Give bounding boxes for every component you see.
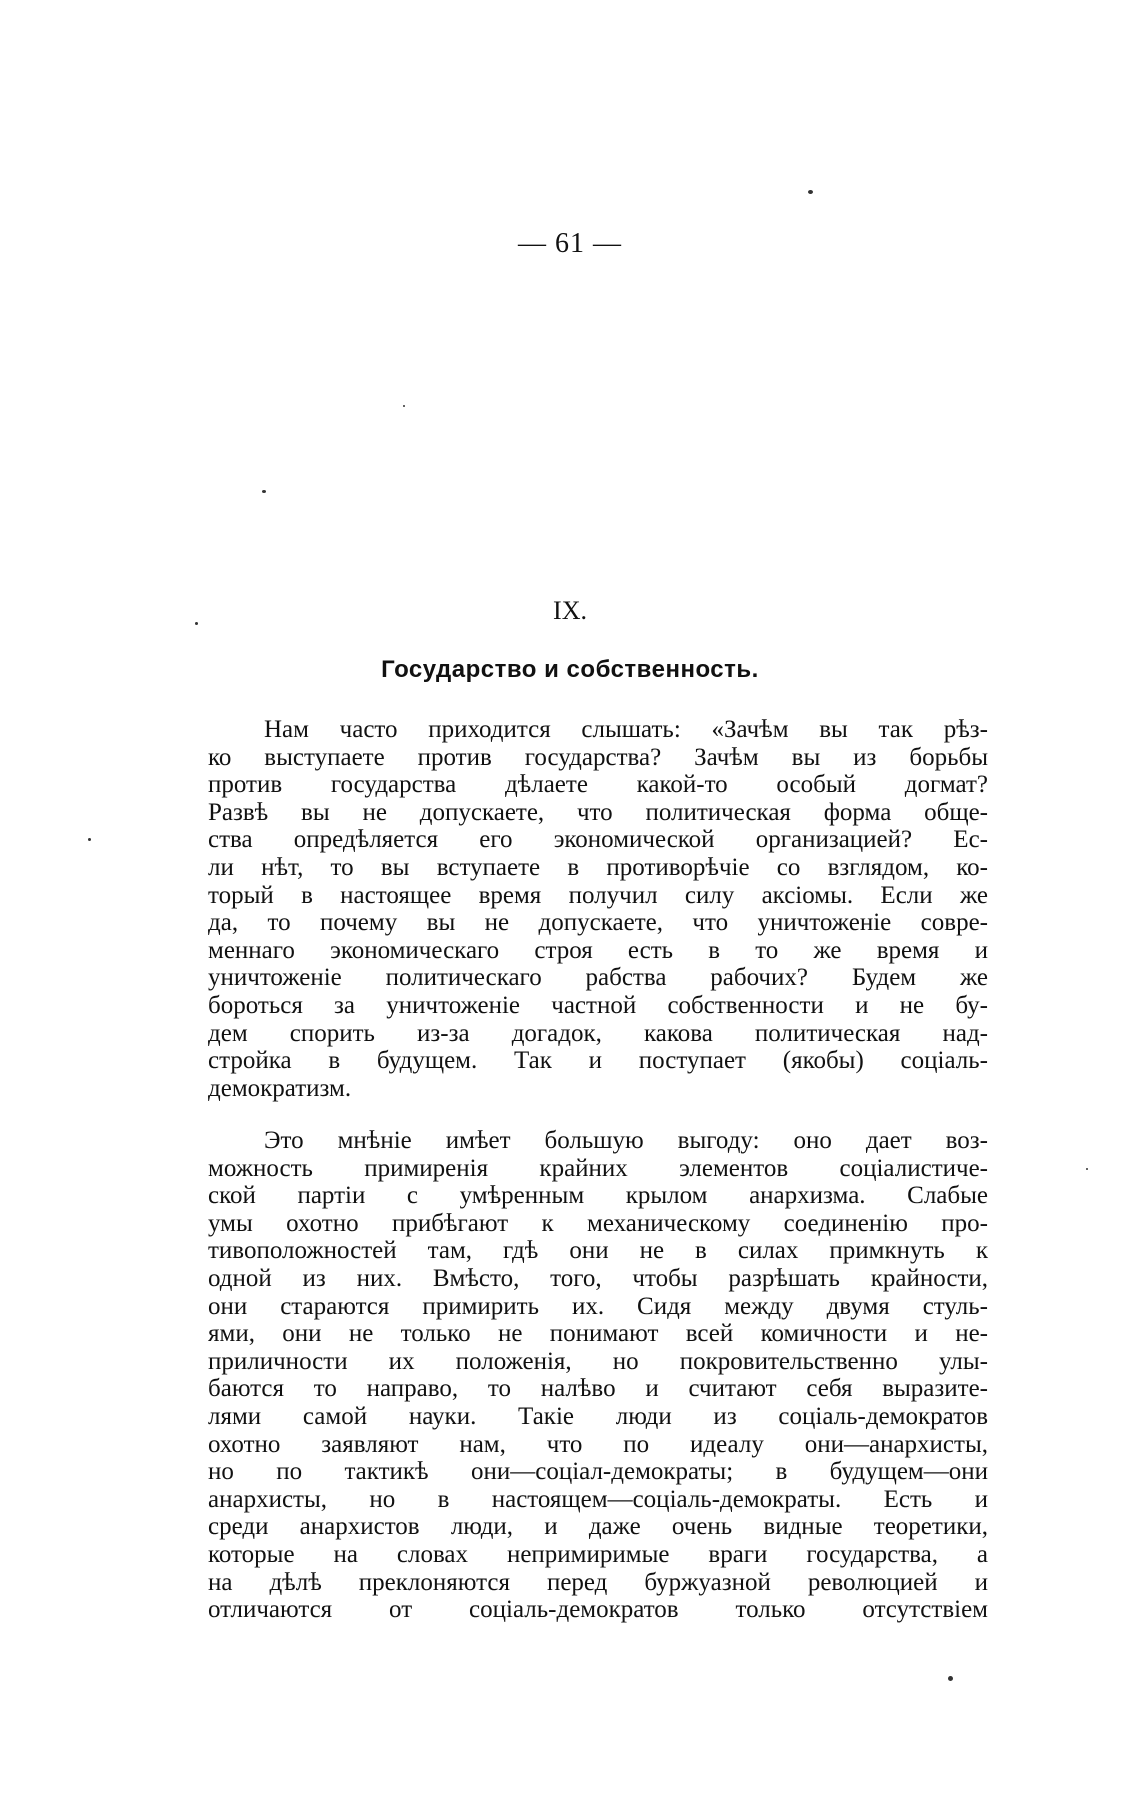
text-line: ли нѣт, то вы вступаете в противорѣчіе со взглядом, ко- xyxy=(208,853,988,881)
text-line: ями, они не только не понимают всей комичности и не- xyxy=(208,1320,988,1348)
text-line: ской партіи с умѣренным крылом анархизма. Слабые xyxy=(208,1182,988,1210)
scan-speck xyxy=(948,1676,953,1681)
text-line: можность примиренія крайних элементов соціалистиче- xyxy=(208,1154,988,1182)
paragraph-2 xyxy=(208,1127,988,1624)
text-line: на дѣлѣ преклоняются перед буржуазной революцией и xyxy=(208,1568,988,1596)
text-line: лями самой науки. Такіе люди из соціаль-демократов xyxy=(208,1402,988,1430)
text-line: но по тактикѣ они—соціал-демократы; в будущем—они xyxy=(208,1458,988,1486)
text-line: баются то направо, то налѣво и считают себя выразите- xyxy=(208,1375,988,1403)
scan-speck xyxy=(808,190,813,194)
scan-speck xyxy=(403,405,405,407)
text-line: против государства дѣлаете какой-то особый догмат? xyxy=(208,771,988,799)
text-line: Нам часто приходится слышать: «Зачѣм вы так рѣз- xyxy=(264,716,988,743)
text-line: ства опредѣляется его экономической организацией? Ес- xyxy=(208,826,988,854)
paragraph-1 xyxy=(208,716,988,1102)
text-line: отличаются от соціаль-демократов только отсутствіем xyxy=(208,1596,988,1624)
text-line: уничтоженіе политическаго рабства рабочих? Будем же xyxy=(208,964,988,992)
text-line: они стараются примирить их. Сидя между двумя стуль- xyxy=(208,1292,988,1320)
text-line: стройка в будущем. Так и поступает (якобы) соціаль- xyxy=(208,1047,988,1075)
text-line: да, то почему вы не допускаете, что уничтоженіе совре- xyxy=(208,909,988,937)
chapter-title: Государство и собственность. xyxy=(381,656,759,683)
text-line: тивоположностей там, гдѣ они не в силах примкнуть к xyxy=(208,1237,988,1265)
text-line: бороться за уничтоженіе частной собственности и не бу- xyxy=(208,991,988,1019)
text-line: дем спорить из-за догадок, какова политическая над- xyxy=(208,1019,988,1047)
text-line: приличности их положенія, но покровительственно улы- xyxy=(208,1347,988,1375)
page-number: — 61 — xyxy=(518,228,622,259)
text-line: среди анархистов люди, и даже очень видные теоретики, xyxy=(208,1513,988,1541)
text-line: ко выступаете против государства? Зачѣм вы из борьбы xyxy=(208,743,988,771)
scan-speck xyxy=(195,622,198,625)
text-line: которые на словах непримиримые враги государства, а xyxy=(208,1540,988,1568)
text-line: Развѣ вы не допускаете, что политическая форма обще- xyxy=(208,798,988,826)
text-line: меннаго экономическаго строя есть в то же время и xyxy=(208,936,988,964)
text-line: охотно заявляют нам, что по идеалу они—анархисты, xyxy=(208,1430,988,1458)
text-line: демократизм. xyxy=(208,1074,352,1102)
text-line: анархисты, но в настоящем—соціаль-демократы. Есть и xyxy=(208,1485,988,1513)
text-line: умы охотно прибѣгают к механическому соединенію про- xyxy=(208,1209,988,1237)
text-line: Это мнѣніе имѣет большую выгоду: оно дает воз- xyxy=(264,1127,988,1154)
scan-speck xyxy=(1086,1168,1088,1170)
text-line: торый в настоящее время получил силу аксіомы. Если же xyxy=(208,881,988,909)
scan-speck xyxy=(88,838,91,841)
text-line: одной из них. Вмѣсто, того, чтобы разрѣшать крайности, xyxy=(208,1264,988,1292)
scan-speck xyxy=(262,490,266,493)
chapter-numeral: IX. xyxy=(553,596,587,625)
